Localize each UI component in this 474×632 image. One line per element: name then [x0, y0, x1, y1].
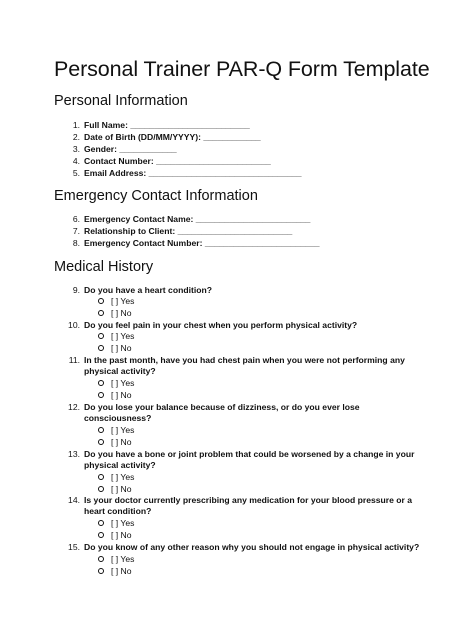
item-number: 2. [72, 132, 80, 142]
field-emergency-contact-number: Emergency Contact Number: ________________________ [84, 238, 320, 248]
option-yes[interactable]: [ ] Yes [111, 378, 135, 388]
item-number: 13. [68, 449, 80, 459]
option-yes[interactable]: [ ] Yes [111, 425, 135, 435]
option-no[interactable]: [ ] No [111, 343, 132, 353]
circle-bullet-icon [98, 392, 104, 398]
option-yes[interactable]: [ ] Yes [111, 554, 135, 564]
item-number: 12. [68, 402, 80, 412]
item-number: 1. [72, 120, 80, 130]
option-no[interactable]: [ ] No [111, 437, 132, 447]
section-heading-emergency: Emergency Contact Information [54, 188, 258, 204]
circle-bullet-icon [98, 568, 104, 574]
item-number: 14. [68, 495, 80, 505]
section-heading-personal: Personal Information [54, 93, 188, 109]
field-contact-number: Contact Number: ________________________ [84, 156, 271, 166]
option-no[interactable]: [ ] No [111, 308, 132, 318]
section-heading-medical: Medical History [54, 259, 154, 275]
item-number: 10. [68, 320, 80, 330]
circle-bullet-icon [98, 532, 104, 538]
circle-bullet-icon [98, 427, 104, 433]
question-text-continued: physical activity? [84, 366, 156, 376]
question-text-continued: heart condition? [84, 506, 152, 516]
circle-bullet-icon [98, 380, 104, 386]
field-date-of-birth: Date of Birth (DD/MM/YYYY): ____________ [84, 132, 261, 142]
item-number: 3. [72, 144, 80, 154]
question-text-continued: consciousness? [84, 413, 152, 423]
field-relationship: Relationship to Client: ________________________ [84, 226, 293, 236]
circle-bullet-icon [98, 333, 104, 339]
circle-bullet-icon [98, 474, 104, 480]
question-text: Do you have a heart condition? [84, 285, 212, 295]
item-number: 6. [72, 214, 80, 224]
question-text: Do you have a bone or joint problem that could be worsened by a change in your [84, 449, 415, 459]
circle-bullet-icon [98, 298, 104, 304]
question-text: Is your doctor currently prescribing any medication for your blood pressure or a [84, 495, 413, 505]
option-no[interactable]: [ ] No [111, 566, 132, 576]
option-no[interactable]: [ ] No [111, 530, 132, 540]
field-email-address: Email Address: ________________________________ [84, 168, 302, 178]
item-number: 7. [72, 226, 80, 236]
item-number: 8. [72, 238, 80, 248]
option-yes[interactable]: [ ] Yes [111, 331, 135, 341]
question-text: Do you know of any other reason why you should not engage in physical activity? [84, 542, 420, 552]
option-yes[interactable]: [ ] Yes [111, 518, 135, 528]
circle-bullet-icon [98, 345, 104, 351]
circle-bullet-icon [98, 486, 104, 492]
item-number: 4. [72, 156, 80, 166]
item-number: 11. [68, 355, 80, 365]
question-text-continued: physical activity? [84, 460, 156, 470]
circle-bullet-icon [98, 556, 104, 562]
item-number: 5. [72, 168, 80, 178]
circle-bullet-icon [98, 439, 104, 445]
circle-bullet-icon [98, 520, 104, 526]
document-title: Personal Trainer PAR-Q Form Template [54, 57, 430, 81]
option-no[interactable]: [ ] No [111, 390, 132, 400]
question-text: In the past month, have you had chest pain when you were not performing any [84, 355, 405, 365]
item-number: 9. [72, 285, 80, 295]
option-no[interactable]: [ ] No [111, 484, 132, 494]
circle-bullet-icon [98, 310, 104, 316]
item-number: 15. [68, 542, 80, 552]
option-yes[interactable]: [ ] Yes [111, 296, 135, 306]
field-full-name: Full Name: _________________________ [84, 120, 250, 130]
option-yes[interactable]: [ ] Yes [111, 472, 135, 482]
question-text: Do you feel pain in your chest when you perform physical activity? [84, 320, 358, 330]
question-text: Do you lose your balance because of dizziness, or do you ever lose [84, 402, 360, 412]
field-emergency-contact-name: Emergency Contact Name: ________________________ [84, 214, 311, 224]
field-gender: Gender: ____________ [84, 144, 177, 154]
